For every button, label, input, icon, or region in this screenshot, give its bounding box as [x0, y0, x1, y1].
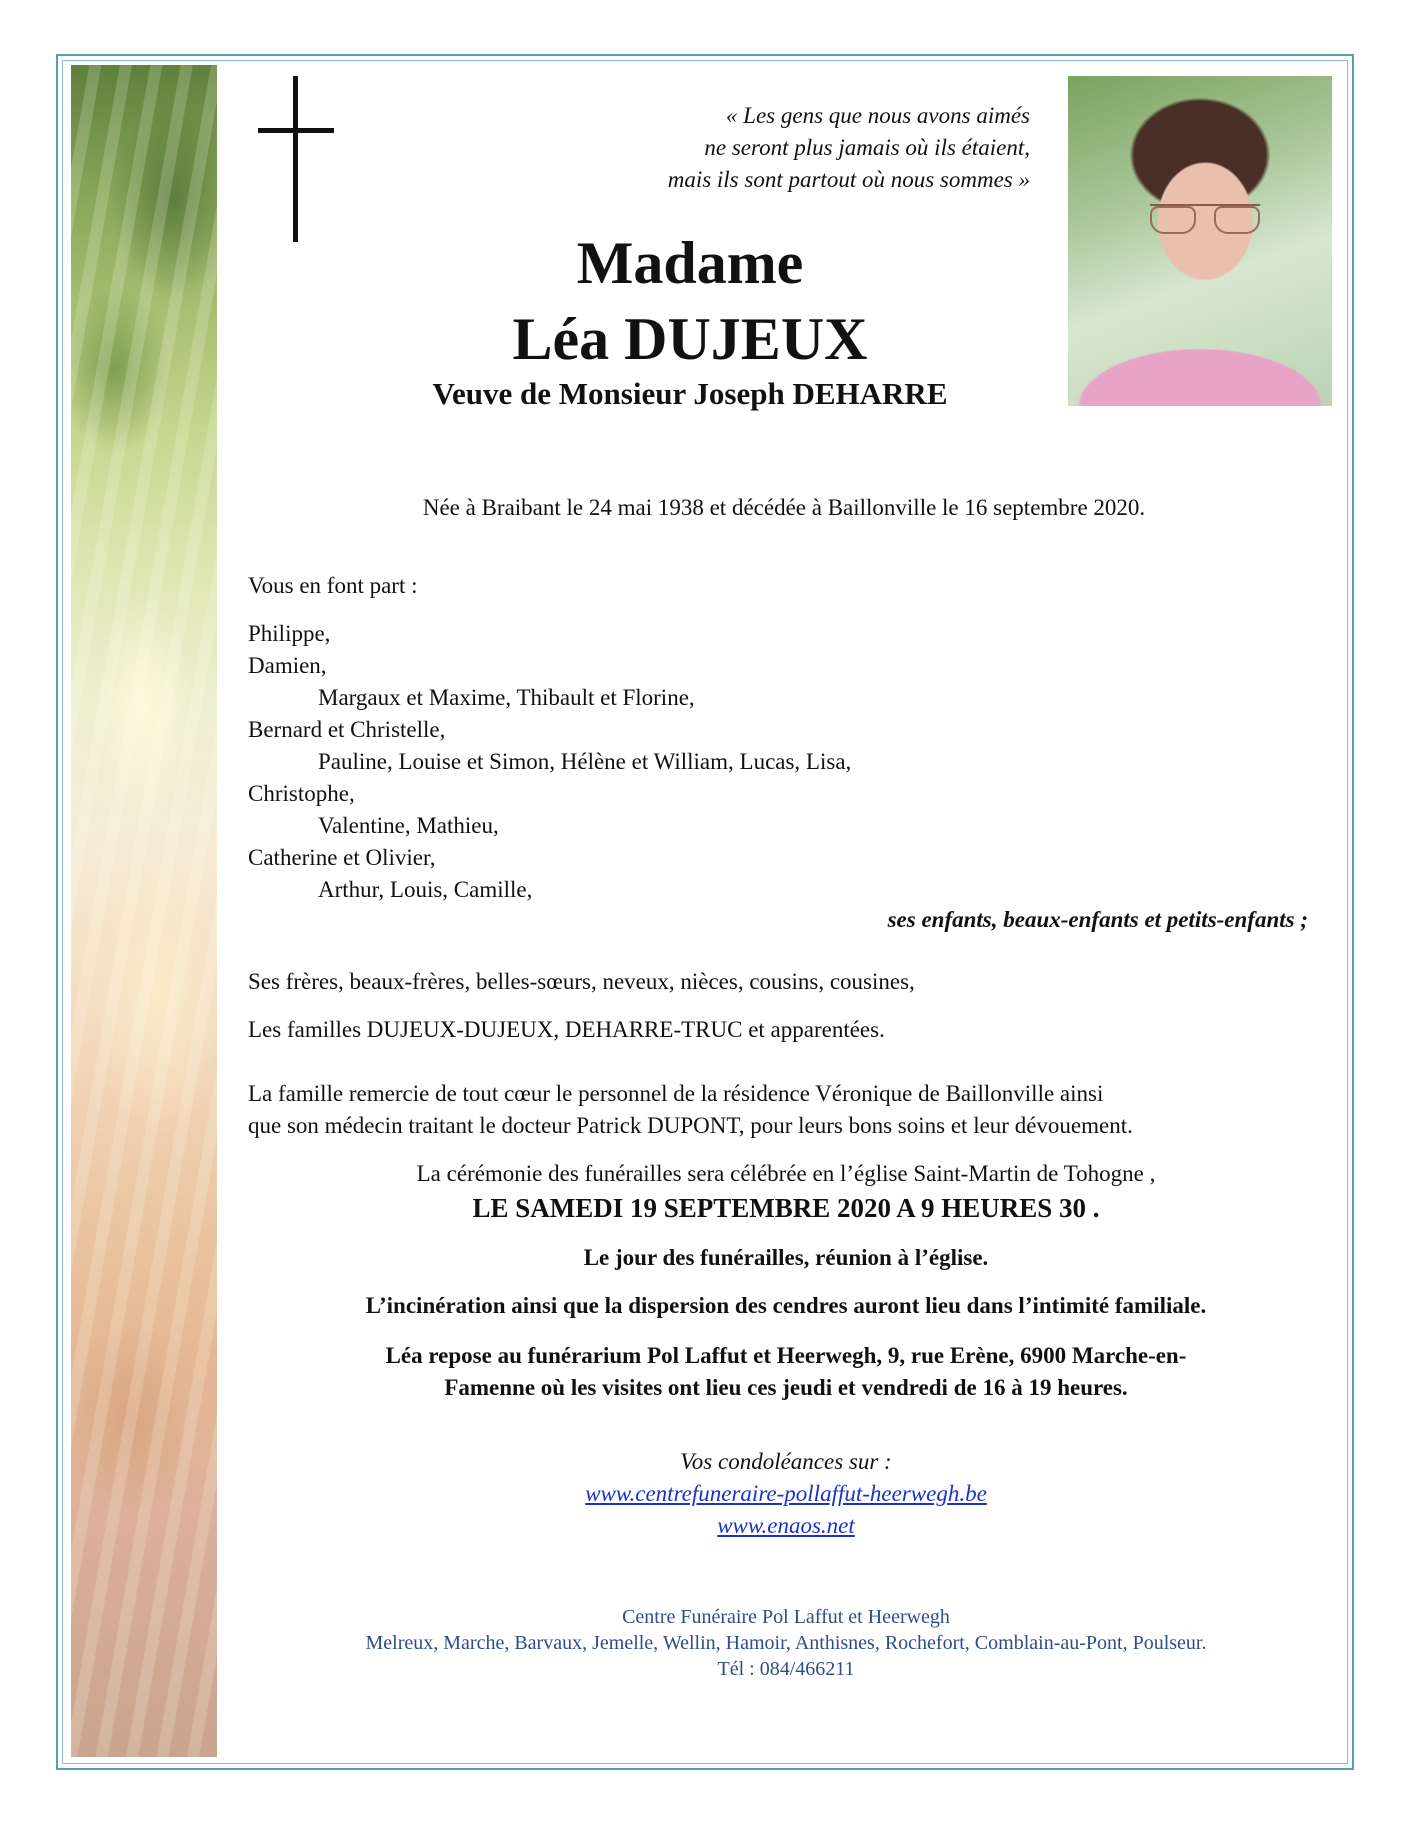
footer-locations: Melreux, Marche, Barvaux, Jemelle, Wellin, Hamoir, Anthisnes, Rochefort, Comblain-au-Pont, Poulseur.	[365, 1632, 1207, 1654]
quote-line: ne seront plus jamais où ils étaient,	[704, 135, 1030, 160]
condolences-link-enaos[interactable]: www.enaos.net	[717, 1513, 855, 1538]
footer-company: Centre Funéraire Pol Laffut et Heerwegh	[622, 1606, 950, 1628]
footer-phone: Tél : 084/466211	[717, 1658, 855, 1680]
relation-line: ses enfants, beaux-enfants et petits-enfants ;	[887, 907, 1308, 932]
family-member-row: Damien,	[248, 653, 327, 678]
glasses-shape	[1150, 204, 1260, 238]
rest-line: Léa repose au funérarium Pol Laffut et Heerwegh, 9, rue Erène, 6900 Marche-en-	[385, 1343, 1187, 1368]
family-member-row: Philippe,	[248, 621, 331, 646]
thanks-line: que son médecin traitant le docteur Patrick DUPONT, pour leurs bons soins et leur dévouement.	[248, 1113, 1133, 1138]
quote-line: « Les gens que nous avons aimés	[725, 103, 1030, 128]
quote-line: mais ils sont partout où nous sommes »	[667, 167, 1030, 192]
family-member-row: Bernard et Christelle,	[248, 717, 446, 742]
ceremony-line: La cérémonie des funérailles sera célébrée en l’église Saint-Martin de Tohogne ,	[416, 1161, 1156, 1186]
cross-icon	[258, 76, 334, 242]
family-member-row: Christophe,	[248, 781, 355, 806]
rest-line: Famenne où les visites ont lieu ces jeudi et vendredi de 16 à 19 heures.	[444, 1375, 1128, 1400]
siblings-line: Ses frères, beaux-frères, belles-sœurs, neveux, nièces, cousins, cousines,	[248, 969, 915, 994]
deceased-title: Madame	[576, 230, 804, 296]
condolences-label: Vos condoléances sur :	[680, 1449, 892, 1474]
forest-path-image	[71, 65, 217, 1757]
widow-of: Veuve de Monsieur Joseph DEHARRE	[432, 376, 948, 411]
thanks-paragraph	[248, 1078, 1328, 1142]
family-member-row: Catherine et Olivier,	[248, 845, 436, 870]
family-member-row: Margaux et Maxime, Thibault et Florine,	[318, 685, 695, 710]
cremation-line: L’incinération ainsi que la dispersion des cendres auront lieu dans l’intimité familiale.	[365, 1293, 1207, 1318]
ceremony-date: LE SAMEDI 19 SEPTEMBRE 2020 A 9 HEURES 30 .	[472, 1193, 1100, 1223]
family-list	[248, 618, 851, 906]
family-member-row: Pauline, Louise et Simon, Hélène et William, Lucas, Lisa,	[318, 749, 852, 774]
quote-block	[510, 100, 1030, 196]
family-member-row: Arthur, Louis, Camille,	[318, 877, 533, 902]
deceased-name: Léa DUJEUX	[512, 306, 868, 372]
birth-death-line: Née à Braibant le 24 mai 1938 et décédée à Baillonville le 16 septembre 2020.	[422, 495, 1146, 520]
thanks-line: La famille remercie de tout cœur le personnel de la résidence Véronique de Baillonville ainsi	[248, 1081, 1104, 1106]
meeting-line: Le jour des funérailles, réunion à l’église.	[583, 1245, 989, 1270]
announcement: Vous en font part :	[248, 573, 418, 598]
families-line: Les familles DUJEUX-DUJEUX, DEHARRE-TRUC et apparentées.	[248, 1017, 885, 1042]
family-member-row: Valentine, Mathieu,	[318, 813, 499, 838]
condolences-link-funeral-center[interactable]: www.centrefuneraire-pollaffut-heerwegh.be	[585, 1481, 987, 1506]
portrait-photo	[1068, 76, 1332, 406]
